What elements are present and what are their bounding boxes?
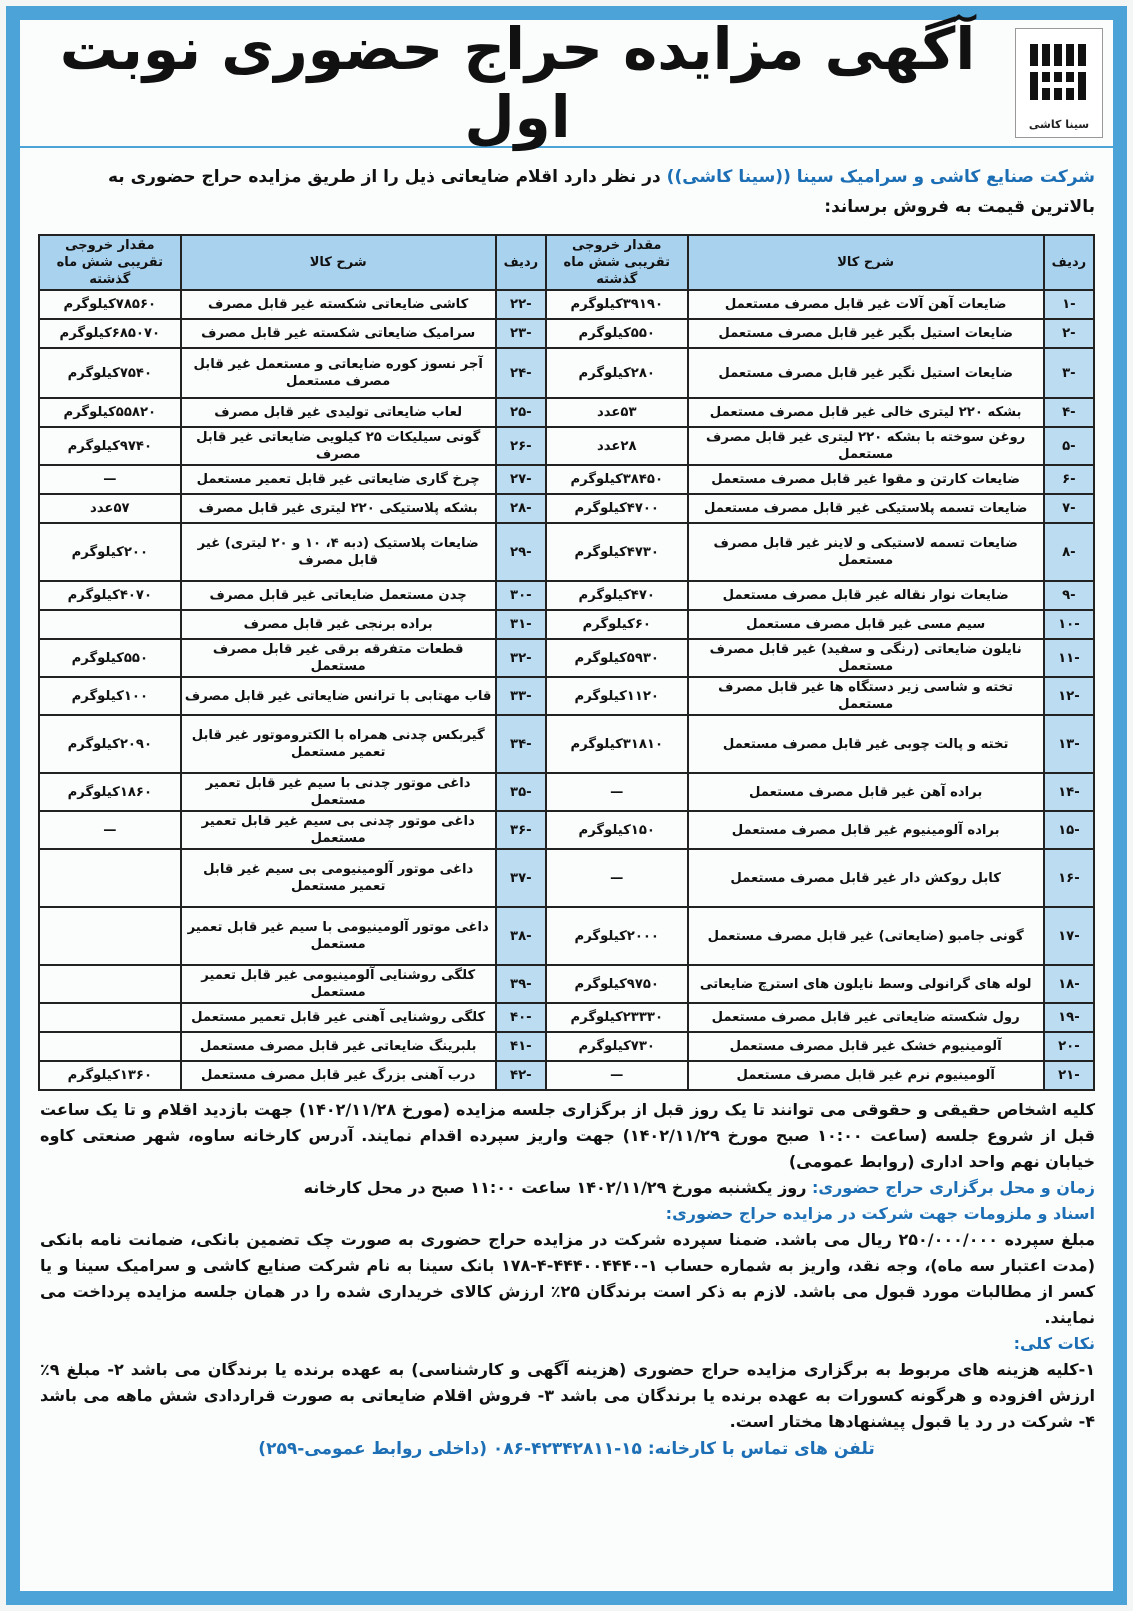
item-quantity-cell: ۴۷۳۰کیلوگرم xyxy=(546,523,688,581)
row-number-cell: -۳۸ xyxy=(496,907,546,965)
item-quantity-cell: ۲۸عدد xyxy=(546,427,688,465)
row-number-cell: -۴۲ xyxy=(496,1061,546,1090)
time-text: روز یکشنبه مورخ ۱۴۰۲/۱۱/۲۹ ساعت ۱۱:۰۰ صبح در محل کارخانه xyxy=(303,1178,813,1197)
item-quantity-cell xyxy=(39,849,181,907)
table-row xyxy=(39,773,1094,811)
row-number-cell: -۲۸ xyxy=(496,494,546,523)
item-quantity-cell: ۵۳عدد xyxy=(546,398,688,427)
item-quantity-cell: ۲۳۳۳۰کیلوگرم xyxy=(546,1003,688,1032)
item-description-cell: لعاب ضایعاتی تولیدی غیر قابل مصرف xyxy=(181,398,496,427)
header xyxy=(20,15,1113,151)
intro-text: در نظر دارد اقلام ضایعاتی ذیل را از طریق مزایده حراج حضوری به بالاترین قیمت به فروش برساند: xyxy=(107,167,1095,217)
item-quantity-cell: ۶۰کیلوگرم xyxy=(546,610,688,639)
item-description-cell: گونی جامبو (ضایعاتی) غیر قابل مصرف مستعمل xyxy=(688,907,1044,965)
docs-label: اسناد و ملزومات جهت شرکت در مزایده حراج حضوری: xyxy=(665,1204,1095,1223)
row-number-cell: -۴ xyxy=(1044,398,1094,427)
item-description-cell: ضایعات استیل نگیر غیر قابل مصرف مستعمل xyxy=(688,348,1044,398)
item-description-cell: چرخ گاری ضایعاتی غیر قابل تعمیر مستعمل xyxy=(181,465,496,494)
table-row xyxy=(39,290,1094,319)
table-row xyxy=(39,677,1094,715)
item-description-cell: تخته و پالت چوبی غیر قابل مصرف مستعمل xyxy=(688,715,1044,773)
row-number-cell: -۸ xyxy=(1044,523,1094,581)
item-description-cell: کابل روکش دار غیر قابل مصرف مستعمل xyxy=(688,849,1044,907)
items-table xyxy=(38,234,1095,1091)
row-number-cell: -۹ xyxy=(1044,581,1094,610)
row-number-cell: -۳۶ xyxy=(496,811,546,849)
row-number-cell: -۳ xyxy=(1044,348,1094,398)
item-quantity-cell xyxy=(39,907,181,965)
item-description-cell: ضایعات استیل بگیر غیر قابل مصرف مستعمل xyxy=(688,319,1044,348)
row-number-cell: -۱۶ xyxy=(1044,849,1094,907)
row-number-cell: -۲۱ xyxy=(1044,1061,1094,1090)
table-header-row xyxy=(39,235,1094,290)
row-number-cell: -۲ xyxy=(1044,319,1094,348)
row-number-cell: -۲۶ xyxy=(496,427,546,465)
item-description-cell: قطعات متفرقه برقی غیر قابل مصرف مستعمل xyxy=(181,639,496,677)
table-row xyxy=(39,319,1094,348)
item-quantity-cell: ۲۰۰کیلوگرم xyxy=(39,523,181,581)
row-number-cell: -۳۱ xyxy=(496,610,546,639)
row-number-cell: -۳۹ xyxy=(496,965,546,1003)
logo-icon xyxy=(1024,36,1094,116)
item-quantity-cell: ۵۵۸۲۰کیلوگرم xyxy=(39,398,181,427)
row-number-cell: -۱ xyxy=(1044,290,1094,319)
table-row xyxy=(39,1032,1094,1061)
item-quantity-cell: ۱۸۶۰کیلوگرم xyxy=(39,773,181,811)
item-description-cell: داغی موتور چدنی بی سیم غیر قابل تعمیر مستعمل xyxy=(181,811,496,849)
item-description-cell: گیربکس چدنی همراه با الکتروموتور غیر قابل تعمیر مستعمل xyxy=(181,715,496,773)
table-row xyxy=(39,965,1094,1003)
item-description-cell: قاب مهتابی با ترانس ضایعاتی غیر قابل مصرف xyxy=(181,677,496,715)
item-quantity-cell: — xyxy=(546,773,688,811)
item-quantity-cell: ۷۵۴۰کیلوگرم xyxy=(39,348,181,398)
table-row xyxy=(39,715,1094,773)
table-row xyxy=(39,523,1094,581)
item-quantity-cell xyxy=(39,965,181,1003)
row-number-cell: -۳۵ xyxy=(496,773,546,811)
item-description-cell: سیم مسی غیر قابل مصرف مستعمل xyxy=(688,610,1044,639)
item-quantity-cell: ۴۷۰۰کیلوگرم xyxy=(546,494,688,523)
item-quantity-cell: ۳۸۴۵۰کیلوگرم xyxy=(546,465,688,494)
row-number-cell: -۲۴ xyxy=(496,348,546,398)
item-description-cell: روغن سوخته با بشکه ۲۲۰ لیتری غیر قابل مصرف مستعمل xyxy=(688,427,1044,465)
row-number-cell: -۲۰ xyxy=(1044,1032,1094,1061)
item-quantity-cell: ۹۷۵۰کیلوگرم xyxy=(546,965,688,1003)
row-number-cell: -۱۷ xyxy=(1044,907,1094,965)
row-number-cell: -۴۱ xyxy=(496,1032,546,1061)
table-row xyxy=(39,907,1094,965)
item-description-cell: براده برنجی غیر قابل مصرف xyxy=(181,610,496,639)
item-description-cell: آلومینیوم نرم غیر قابل مصرف مستعمل xyxy=(688,1061,1044,1090)
time-label: زمان و محل برگزاری حراج حضوری: xyxy=(812,1178,1095,1197)
item-quantity-cell: ۲۸۰کیلوگرم xyxy=(546,348,688,398)
item-description-cell: کلگی روشنایی آلومینیومی غیر قابل تعمیر مستعمل xyxy=(181,965,496,1003)
item-description-cell: رول شکسته ضایعاتی غیر قابل مصرف مستعمل xyxy=(688,1003,1044,1032)
item-quantity-cell: ۵۹۳۰کیلوگرم xyxy=(546,639,688,677)
table-row xyxy=(39,1003,1094,1032)
item-description-cell: ضایعات تسمه لاستیکی و لاینر غیر قابل مصرف مستعمل xyxy=(688,523,1044,581)
docs-paragraph: مبلغ سپرده ۲۵۰/۰۰۰/۰۰۰ ریال می باشد. ضمنا سپرده شرکت در مزایده حراج حضوری به صورت چک تضمین بانکی، ضمانت نامه بانکی (مدت اعتبار سه ماه)، وجه نقد، واریز به شماره حساب ۱-۴۴۴۰۰۴۴۴۰-۴-۱۷۸ بانک سینا به نام شرکت صنایع کاشی و سرامیک سینا و یا کسر از مطالبات مورد قبول می باشد. لازم به ذکر است برندگان ۲۵٪ ارزش کالای خریداری شده را در همان جلسه مزایده پرداخت می نمایند. xyxy=(40,1230,1096,1327)
item-quantity-cell: ۱۱۲۰کیلوگرم xyxy=(546,677,688,715)
item-description-cell: لوله های گرانولی وسط نایلون های استرچ ضایعاتی xyxy=(688,965,1044,1003)
row-number-cell: -۲۲ xyxy=(496,290,546,319)
company-name: شرکت صنایع کاشی و سرامیک سینا ((سینا کاشی)) xyxy=(666,167,1095,187)
intro xyxy=(20,148,1113,228)
row-number-cell: -۱۱ xyxy=(1044,639,1094,677)
item-description-cell: ضایعات پلاستیک (دبه ۴، ۱۰ و ۲۰ لیتری) غیر قابل مصرف xyxy=(181,523,496,581)
item-description-cell: بلبرینگ ضایعاتی غیر قابل مصرف مستعمل xyxy=(181,1032,496,1061)
item-description-cell: آجر نسوز کوره ضایعاتی و مستعمل غیر قابل مصرف مستعمل xyxy=(181,348,496,398)
item-description-cell: ضایعات آهن آلات غیر قابل مصرف مستعمل xyxy=(688,290,1044,319)
row-number-cell: -۲۹ xyxy=(496,523,546,581)
header-qty: مقدار خروجی تقریبی شش ماه گذشته xyxy=(39,235,181,290)
item-description-cell: ضایعات کارتن و مقوا غیر قابل مصرف مستعمل xyxy=(688,465,1044,494)
item-description-cell: ضایعات نوار نقاله غیر قابل مصرف مستعمل xyxy=(688,581,1044,610)
row-number-cell: -۱۹ xyxy=(1044,1003,1094,1032)
item-quantity-cell xyxy=(39,1032,181,1061)
item-description-cell: داغی موتور آلومینیومی با سیم غیر قابل تعمیر مستعمل xyxy=(181,907,496,965)
ad-frame xyxy=(6,6,1127,1605)
item-quantity-cell: ۷۳۰کیلوگرم xyxy=(546,1032,688,1061)
row-number-cell: -۱۳ xyxy=(1044,715,1094,773)
item-quantity-cell xyxy=(39,1003,181,1032)
table-row xyxy=(39,465,1094,494)
item-description-cell: آلومینیوم خشک غیر قابل مصرف مستعمل xyxy=(688,1032,1044,1061)
item-quantity-cell: ۵۷عدد xyxy=(39,494,181,523)
item-description-cell: نایلون ضایعاتی (رنگی و سفید) غیر قابل مصرف مستعمل xyxy=(688,639,1044,677)
item-quantity-cell: ۴۷۰کیلوگرم xyxy=(546,581,688,610)
item-description-cell: بشکه ۲۲۰ لیتری خالی غیر قابل مصرف مستعمل xyxy=(688,398,1044,427)
item-quantity-cell: — xyxy=(546,1061,688,1090)
logo-text: سینا کاشی xyxy=(1028,117,1090,131)
row-number-cell: -۱۰ xyxy=(1044,610,1094,639)
notes-paragraph: ۱-کلیه هزینه های مربوط به برگزاری مزایده حراج حضوری (هزینه آگهی و کارشناسی) به عهده برنده یا برندگان می باشد ۲- مبلغ ۹٪ ارزش افزوده و هرگونه کسورات به عهده برنده یا برندگان می باشد ۳- فروش اقلام ضایعاتی به صورت قراردادی شش ماهه می باشد ۴- شرکت در رد یا قبول پیشنهادها مختار است. xyxy=(40,1360,1095,1431)
row-number-cell: -۳۷ xyxy=(496,849,546,907)
item-quantity-cell: ۳۹۱۹۰کیلوگرم xyxy=(546,290,688,319)
item-quantity-cell: — xyxy=(546,849,688,907)
item-quantity-cell: ۱۰۰کیلوگرم xyxy=(39,677,181,715)
item-description-cell: براده آهن غیر قابل مصرف مستعمل xyxy=(688,773,1044,811)
table-row xyxy=(39,398,1094,427)
item-quantity-cell: ۲۰۹۰کیلوگرم xyxy=(39,715,181,773)
item-description-cell: درب آهنی بزرگ غیر قابل مصرف مستعمل xyxy=(181,1061,496,1090)
item-quantity-cell: ۵۵۰کیلوگرم xyxy=(39,639,181,677)
row-number-cell: -۳۰ xyxy=(496,581,546,610)
table-row xyxy=(39,581,1094,610)
table-row xyxy=(39,811,1094,849)
page-title: آگهی مزایده حراج حضوری نوبت اول xyxy=(59,15,976,151)
table-body xyxy=(39,290,1094,1090)
table-row xyxy=(39,639,1094,677)
item-quantity-cell: ۱۵۰کیلوگرم xyxy=(546,811,688,849)
item-description-cell: براده آلومینیوم غیر قابل مصرف مستعمل xyxy=(688,811,1044,849)
table-row xyxy=(39,494,1094,523)
item-description-cell: گونی سیلیکات ۲۵ کیلویی ضایعاتی غیر قابل مصرف xyxy=(181,427,496,465)
item-description-cell: داغی موتور آلومینیومی بی سیم غیر قابل تعمیر مستعمل xyxy=(181,849,496,907)
item-quantity-cell: ۵۵۰کیلوگرم xyxy=(546,319,688,348)
contact-phone: تلفن های تماس با کارخانه: ۱۵-۴۲۳۴۲۸۱۱-۰۸۶ (داخلی روابط عمومی-۲۵۹) xyxy=(258,1439,875,1459)
row-number-cell: -۴۰ xyxy=(496,1003,546,1032)
item-description-cell: داغی موتور چدنی با سیم غیر قابل تعمیر مستعمل xyxy=(181,773,496,811)
table-row xyxy=(39,1061,1094,1090)
item-quantity-cell: ۱۳۶۰کیلوگرم xyxy=(39,1061,181,1090)
item-quantity-cell xyxy=(39,610,181,639)
visit-paragraph: کلیه اشخاص حقیقی و حقوقی می توانند تا یک روز قبل از برگزاری جلسه مزایده (مورخ ۱۴۰۲/۱۱/۲۸) جهت بازدید اقلام و تا یک ساعت قبل از شروع جلسه (ساعت ۱۰:۰۰ صبح مورخ ۱۴۰۲/۱۱/۲۹) جهت واریز سپرده اقدام نمایند. آدرس کارخانه ساوه، شهر صنعتی کاوه خیابان نهم واحد اداری (روابط عمومی) xyxy=(40,1100,1095,1171)
time-paragraph xyxy=(40,1175,1095,1201)
item-description-cell: ضایعات تسمه پلاستیکی غیر قابل مصرف مستعمل xyxy=(688,494,1044,523)
table-row xyxy=(39,348,1094,398)
row-number-cell: -۳۳ xyxy=(496,677,546,715)
item-quantity-cell: ۴۰۷۰کیلوگرم xyxy=(39,581,181,610)
row-number-cell: -۵ xyxy=(1044,427,1094,465)
item-quantity-cell: — xyxy=(39,811,181,849)
item-quantity-cell: ۷۸۵۶۰کیلوگرم xyxy=(39,290,181,319)
row-number-cell: -۳۴ xyxy=(496,715,546,773)
row-number-cell: -۳۲ xyxy=(496,639,546,677)
item-description-cell: تخته و شاسی زیر دستگاه ها غیر قابل مصرف مستعمل xyxy=(688,677,1044,715)
row-number-cell: -۲۵ xyxy=(496,398,546,427)
item-description-cell: کلگی روشنایی آهنی غیر قابل تعمیر مستعمل xyxy=(181,1003,496,1032)
header-qty: مقدار خروجی تقریبی شش ماه گذشته xyxy=(546,235,688,290)
row-number-cell: -۷ xyxy=(1044,494,1094,523)
table-row xyxy=(39,610,1094,639)
company-logo xyxy=(1015,28,1103,138)
row-number-cell: -۲۷ xyxy=(496,465,546,494)
item-quantity-cell: ۹۷۴۰کیلوگرم xyxy=(39,427,181,465)
item-quantity-cell: ۶۸۵۰۷۰کیلوگرم xyxy=(39,319,181,348)
row-number-cell: -۱۴ xyxy=(1044,773,1094,811)
header-row-num: ردیف xyxy=(1044,235,1094,290)
table-row xyxy=(39,849,1094,907)
header-row-num: ردیف xyxy=(496,235,546,290)
item-description-cell: بشکه پلاستیکی ۲۲۰ لیتری غیر قابل مصرف xyxy=(181,494,496,523)
row-number-cell: -۱۵ xyxy=(1044,811,1094,849)
item-quantity-cell: — xyxy=(39,465,181,494)
item-description-cell: سرامیک ضایعاتی شکسته غیر قابل مصرف xyxy=(181,319,496,348)
notes-label: نکات کلی: xyxy=(1013,1334,1095,1353)
item-description-cell: چدن مستعمل ضایعاتی غیر قابل مصرف xyxy=(181,581,496,610)
row-number-cell: -۱۲ xyxy=(1044,677,1094,715)
row-number-cell: -۲۳ xyxy=(496,319,546,348)
items-table-wrap xyxy=(38,234,1095,1091)
row-number-cell: -۶ xyxy=(1044,465,1094,494)
table-row xyxy=(39,427,1094,465)
row-number-cell: -۱۸ xyxy=(1044,965,1094,1003)
header-desc: شرح کالا xyxy=(688,235,1044,290)
item-quantity-cell: ۳۱۸۱۰کیلوگرم xyxy=(546,715,688,773)
item-quantity-cell: ۲۰۰۰کیلوگرم xyxy=(546,907,688,965)
header-desc: شرح کالا xyxy=(181,235,496,290)
body-text xyxy=(20,1091,1113,1435)
item-description-cell: کاشی ضایعاتی شکسته غیر قابل مصرف xyxy=(181,290,496,319)
